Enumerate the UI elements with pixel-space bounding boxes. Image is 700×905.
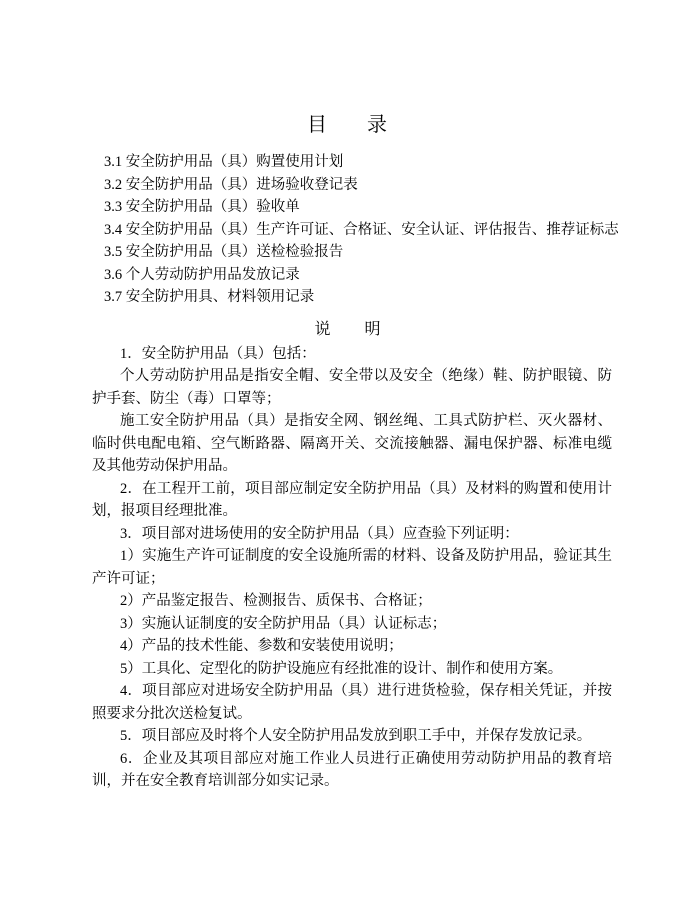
paragraph: 5．项目部应及时将个人安全防护用品发放到职工手中，并保存发放记录。 — [120, 728, 592, 744]
document-content — [92, 108, 619, 793]
toc-item[interactable]: 3.6 个人劳动防护用品发放记录 — [104, 266, 300, 283]
toc-item[interactable]: 3.4 安全防护用品（具）生产许可证、合格证、安全认证、评估报告、推荐证标志 — [104, 221, 619, 238]
paragraph: 5）工具化、定型化的防护设施应有经批准的设计、制作和使用方案。 — [120, 660, 563, 677]
instructions-body — [92, 343, 612, 793]
toc-item[interactable]: 3.5 安全防护用品（具）送检检验报告 — [104, 244, 344, 260]
toc-item[interactable]: 3.3 安全防护用品（具）验收单 — [104, 199, 300, 215]
table-of-contents — [92, 151, 619, 309]
toc-item[interactable]: 3.1 安全防护用品（具）购置使用计划 — [104, 154, 344, 170]
page-title: 目 录 — [307, 114, 397, 136]
paragraph: 个人劳动防护用品是指安全帽、安全带以及安全（绝缘）鞋、防护眼镜、防护手套、防尘（毒）口罩等； — [92, 368, 612, 407]
paragraph: 施工安全防护用品（具）是指安全网、钢丝绳、工具式防护栏、灭火器材、临时供电配电箱、空气断路器、隔离开关、交流接触器、漏电保护器、标准电缆及其他劳动保护用品。 — [92, 413, 612, 474]
paragraph: 4）产品的技术性能、参数和安装使用说明； — [120, 638, 403, 654]
paragraph: 3）实施认证制度的安全防护用品（具）认证标志； — [120, 615, 447, 632]
paragraph: 1）实施生产许可证制度的安全设施所需的材料、设备及防护用品，验证其生产许可证； — [92, 548, 612, 587]
toc-item[interactable]: 3.7 安全防护用具、材料领用记录 — [104, 289, 315, 305]
toc-item[interactable]: 3.2 安全防护用品（具）进场验收登记表 — [104, 176, 358, 193]
paragraph: 1．安全防护用品（具）包括： — [120, 345, 316, 362]
paragraph: 2）产品鉴定报告、检测报告、质保书、合格证； — [120, 593, 432, 609]
paragraph: 6．企业及其项目部应对施工作业人员进行正确使用劳动防护用品的教育培训，并在安全教育培训部分如实记录。 — [92, 750, 612, 789]
paragraph: 3．项目部对进场使用的安全防护用品（具）应查验下列证明： — [120, 525, 519, 542]
section-heading-instructions: 说 明 — [314, 320, 390, 338]
paragraph: 4．项目部应对进场安全防护用品（具）进行进货检验，保存相关凭证，并按照要求分批次送检复试。 — [92, 683, 612, 722]
paragraph: 2．在工程开工前，项目部应制定安全防护用品（具）及材料的购置和使用计划，报项目经理批准。 — [92, 480, 612, 519]
